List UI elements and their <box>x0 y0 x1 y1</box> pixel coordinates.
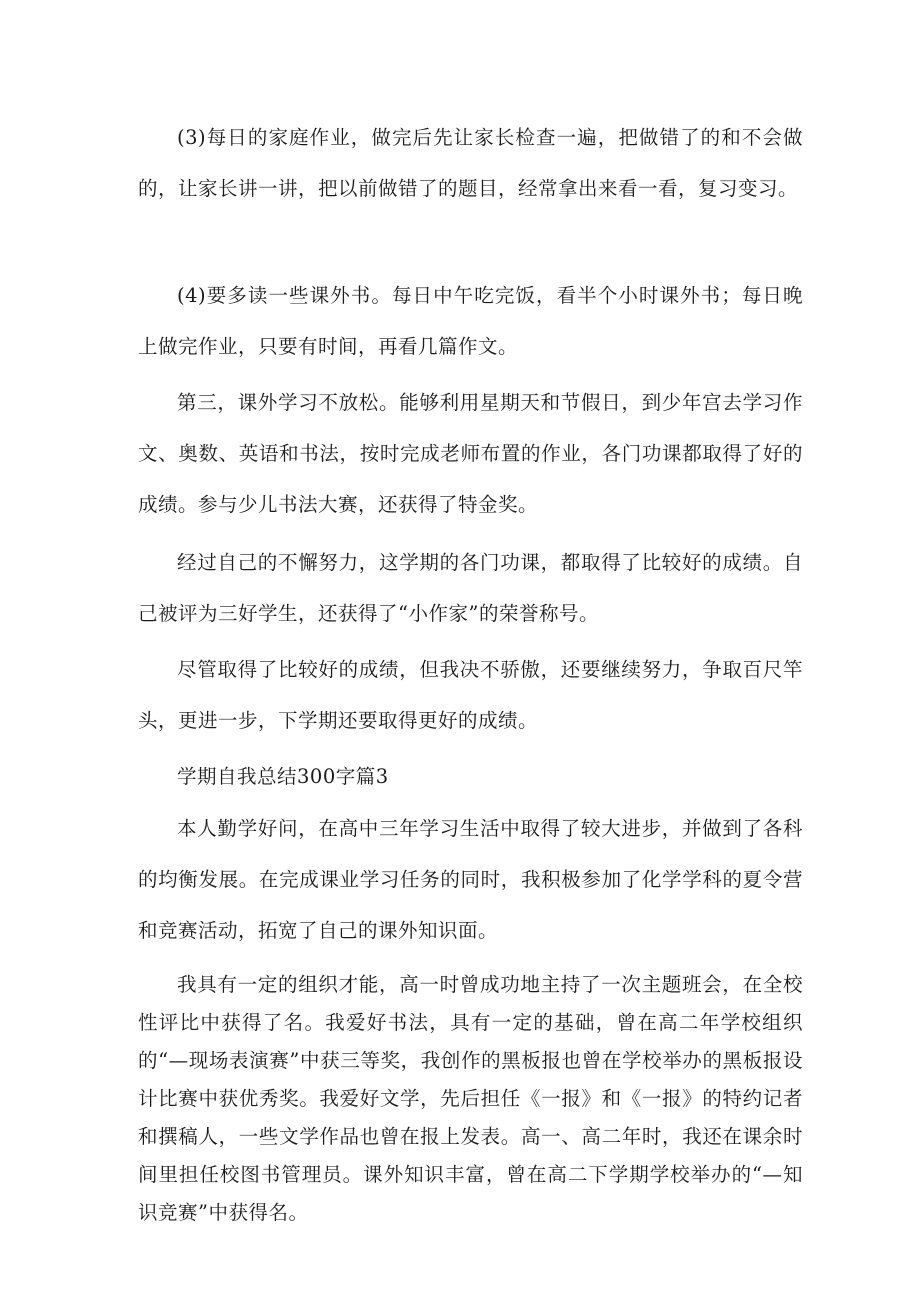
paragraph-organization-skills: 我具有一定的组织才能，高一时曾成功地主持了一次主题班会，在全校性评比中获得了名。我爱好书法，具有一定的基础，曾在高二年学校组织的“—现场表演赛”中获三等奖，我创作的黑板报也曾在学校举办的黑板报设计比赛中获优秀奖。我爱好文学，先后担任《一报》和《一报》的特约记者和撰稿人，一些文学作品也曾在报上发表。高一、高二年时，我还在课余时间里担任校图书管理员。课外知识丰富，曾在高二下学期学校举办的“—知识竞赛”中获得名。 <box>138 973 803 1224</box>
paragraph-homework-review: (3)每日的家庭作业，做完后先让家长检查一遍，把做错了的和不会做的，让家长讲一讲，把以前做错了的题目，经常拿出来看一看，复习变习。 <box>138 126 803 200</box>
paragraph-extracurricular-study: 第三，课外学习不放松。能够利用星期天和节假日，到少年宫去学习作文、奥数、英语和书法，按时完成老师布置的作业，各门功课都取得了好的成绩。参与少儿书法大赛，还获得了特金奖。 <box>138 391 803 516</box>
section-heading: 学期自我总结300字篇3 <box>177 765 389 788</box>
paragraph-achievements: 经过自己的不懈努力，这学期的各门功课，都取得了比较好的成绩。自己被评为三好学生，还获得了“小作家”的荣誉称号。 <box>138 551 803 625</box>
paragraph-high-school-study: 本人勤学好问，在高中三年学习生活中取得了较大进步，并做到了各科的均衡发展。在完成课业学习任务的同时，我积极参加了化学学科的夏令营和竞赛活动，拓宽了自己的课外知识面。 <box>138 817 803 942</box>
paragraph-future-goals: 尽管取得了比较好的成绩，但我决不骄傲，还要继续努力，争取百尺竿头，更进一步，下学期还要取得更好的成绩。 <box>138 658 803 732</box>
paragraph-extracurricular-reading: (4)要多读一些课外书。每日中午吃完饭，看半个小时课外书；每日晚上做完作业，只要有时间，再看几篇作文。 <box>138 284 803 358</box>
